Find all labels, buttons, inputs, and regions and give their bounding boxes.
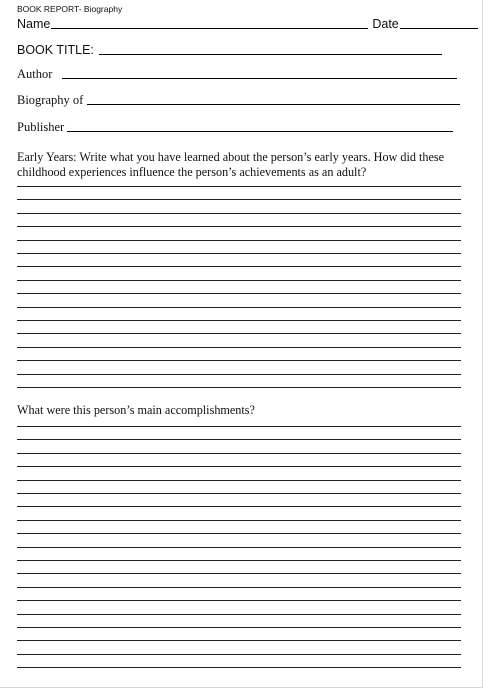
author-label: Author xyxy=(17,67,53,81)
writing-line[interactable] xyxy=(17,253,461,254)
writing-line[interactable] xyxy=(17,266,461,267)
writing-line[interactable] xyxy=(17,360,461,361)
writing-line[interactable] xyxy=(17,493,461,494)
writing-line[interactable] xyxy=(17,347,461,348)
publisher-row xyxy=(17,121,460,134)
writing-line[interactable] xyxy=(17,387,461,388)
writing-line[interactable] xyxy=(17,293,461,294)
book-title-row xyxy=(17,44,460,57)
accomplishments-writing-area[interactable] xyxy=(17,426,461,686)
writing-line[interactable] xyxy=(17,506,461,507)
author-row xyxy=(17,68,460,81)
writing-line[interactable] xyxy=(17,320,461,321)
writing-line[interactable] xyxy=(17,453,461,454)
writing-line[interactable] xyxy=(17,439,461,440)
biography-of-field[interactable] xyxy=(87,104,460,105)
publisher-label: Publisher xyxy=(17,120,65,134)
writing-line[interactable] xyxy=(17,614,461,615)
writing-line[interactable] xyxy=(17,426,461,427)
writing-line[interactable] xyxy=(17,640,461,641)
name-date-row xyxy=(17,18,460,31)
writing-line[interactable] xyxy=(17,654,461,655)
writing-line[interactable] xyxy=(17,560,461,561)
name-label: Name xyxy=(17,17,51,31)
author-field[interactable] xyxy=(62,78,457,79)
writing-line[interactable] xyxy=(17,627,461,628)
date-label: Date xyxy=(372,17,399,31)
early-years-prompt: Early Years: Write what you have learned about the person’s early years. How did these childhood experiences influence the person’s achievements as an adult? xyxy=(17,150,445,179)
writing-line[interactable] xyxy=(17,587,461,588)
report-header-title: BOOK REPORT- Biography xyxy=(17,4,123,14)
name-field[interactable] xyxy=(51,28,368,29)
writing-line[interactable] xyxy=(17,466,461,467)
writing-line[interactable] xyxy=(17,199,461,200)
book-title-field[interactable] xyxy=(99,54,442,55)
writing-line[interactable] xyxy=(17,547,461,548)
writing-line[interactable] xyxy=(17,374,461,375)
writing-line[interactable] xyxy=(17,667,461,668)
writing-line[interactable] xyxy=(17,307,461,308)
early-years-writing-area[interactable] xyxy=(17,186,461,396)
publisher-field[interactable] xyxy=(67,131,453,132)
writing-line[interactable] xyxy=(17,480,461,481)
writing-line[interactable] xyxy=(17,213,461,214)
biography-of-label: Biography of xyxy=(17,93,84,107)
writing-line[interactable] xyxy=(17,573,461,574)
book-title-label: BOOK TITLE: xyxy=(17,43,94,57)
accomplishments-prompt: What were this person’s main accomplishments? xyxy=(17,403,255,417)
writing-line[interactable] xyxy=(17,600,461,601)
writing-line[interactable] xyxy=(17,240,461,241)
writing-line[interactable] xyxy=(17,520,461,521)
writing-line[interactable] xyxy=(17,280,461,281)
writing-line[interactable] xyxy=(17,226,461,227)
writing-line[interactable] xyxy=(17,333,461,334)
writing-line[interactable] xyxy=(17,533,461,534)
biography-of-row xyxy=(17,94,460,107)
writing-line[interactable] xyxy=(17,186,461,187)
date-field[interactable] xyxy=(400,28,478,29)
